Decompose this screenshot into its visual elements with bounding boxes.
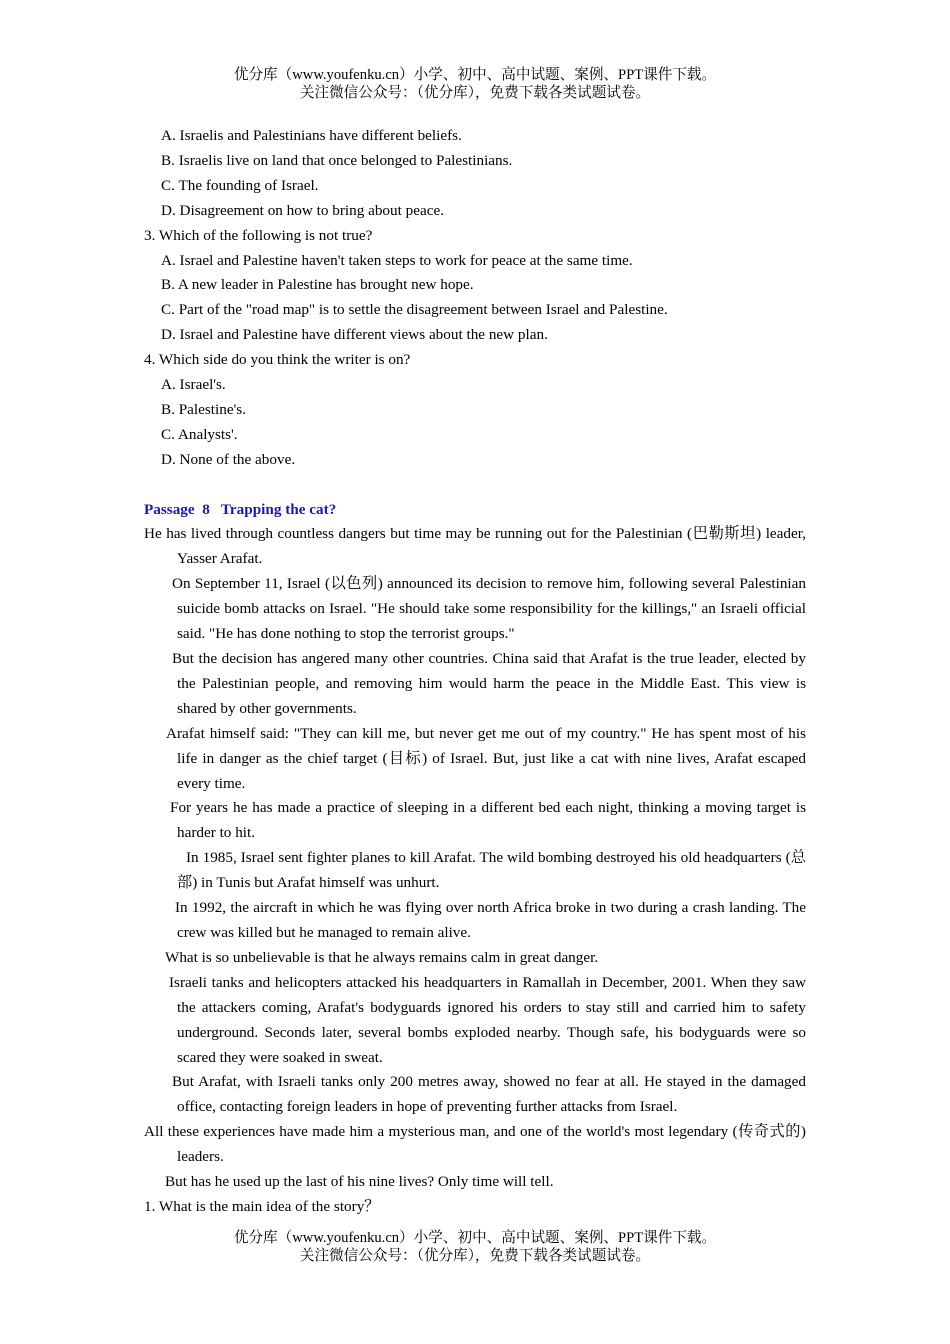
q4-question: 4. Which side do you think the writer is on? — [144, 351, 411, 369]
passage-paragraphs — [144, 522, 806, 1194]
page-footer — [0, 1229, 950, 1265]
passage-paragraph: Arafat himself said: "They can kill me, but never get me out of my country." He has spent most of his life in danger as the chief target (目标) of Israel. But, just like a cat with nine lives, Arafat escaped every time. — [166, 724, 806, 792]
q4-option-c: C. Analysts'. — [161, 425, 238, 443]
passage-paragraph: For years he has made a practice of sleeping in a different bed each night, thinking a moving target is harder to hit. — [170, 799, 806, 842]
header-line-2: 关注微信公众号：（优分库），免费下载各类试题试卷。 — [299, 85, 651, 101]
q3-option-c: C. Part of the "road map" is to settle the disagreement between Israel and Palestine. — [161, 301, 668, 319]
q4-option-d: D. None of the above. — [161, 450, 296, 468]
q3-option-d: D. Israel and Palestine have different views about the new plan. — [161, 326, 548, 344]
footer-line-2: 关注微信公众号：（优分库），免费下载各类试题试卷。 — [299, 1248, 651, 1264]
q1-question: 1. What is the main idea of the story？ — [144, 1197, 380, 1215]
q4-option-b: B. Palestine's. — [161, 400, 246, 418]
passage-paragraph: He has lived through countless dangers but time may be running out for the Palestinian (巴勒斯坦) leader, Yasser Arafat. — [144, 525, 806, 568]
header-line-1: 优分库（www.youfenku.cn）小学、初中、高中试题、案例、PPT课件下载。 — [233, 67, 717, 83]
passage-paragraph: In 1992, the aircraft in which he was flying over north Africa broke in two during a crash landing. The crew was killed but he managed to remain alive. — [175, 899, 806, 941]
passage-paragraph: On September 11, Israel (以色列) announced its decision to remove him, following several Palestinian suicide bomb attacks on Israel. "He should take some responsibility for the killings," an Israeli official said. "He has done nothing to stop the terrorist groups." — [172, 575, 806, 643]
q3-option-b: B. A new leader in Palestine has brought new hope. — [161, 276, 474, 294]
passage-paragraph: What is so unbelievable is that he always remains calm in great danger. — [165, 948, 599, 966]
passage-paragraph: Israeli tanks and helicopters attacked his headquarters in Ramallah in December, 2001. When they saw the attackers coming, Arafat's bodyguards ignored his orders to stay still and carried him to safety underground. Seconds later, several bombs exploded nearby. Though safe, his bodyguards were so scared they were soaked in sweat. — [169, 973, 806, 1066]
document-body — [144, 124, 806, 1220]
q2-option-c: C. The founding of Israel. — [161, 176, 319, 194]
q4-option-a: A. Israel's. — [161, 376, 226, 394]
q2-option-b: B. Israelis live on land that once belonged to Palestinians. — [161, 151, 513, 169]
q2-option-d: D. Disagreement on how to bring about peace. — [161, 201, 444, 219]
passage-paragraph: But Arafat, with Israeli tanks only 200 metres away, showed no fear at all. He stayed in the damaged office, contacting foreign leaders in hope of preventing further attacks from Israel. — [172, 1073, 806, 1116]
q2-option-a: A. Israelis and Palestinians have different beliefs. — [161, 127, 462, 144]
q3-option-a: A. Israel and Palestine haven't taken steps to work for peace at the same time. — [161, 251, 633, 269]
q3-question: 3. Which of the following is not true? — [144, 226, 373, 244]
page-header — [0, 66, 950, 102]
passage-paragraph: But the decision has angered many other countries. China said that Arafat is the true leader, elected by the Palestinian people, and removing him would harm the peace in the Middle East. This view is shared by other governments. — [172, 650, 806, 717]
passage-paragraph: In 1985, Israel sent fighter planes to kill Arafat. The wild bombing destroyed his old headquarters (总部) in Tunis but Arafat himself was unhurt. — [177, 849, 806, 892]
passage-paragraph: But has he used up the last of his nine lives? Only time will tell. — [165, 1173, 554, 1191]
passage-paragraph: All these experiences have made him a mysterious man, and one of the world's most legendary (传奇式的) leaders. — [144, 1123, 806, 1166]
passage-title: Passage 8 Trapping the cat? — [144, 500, 337, 518]
footer-line-1: 优分库（www.youfenku.cn）小学、初中、高中试题、案例、PPT课件下载。 — [233, 1230, 717, 1246]
